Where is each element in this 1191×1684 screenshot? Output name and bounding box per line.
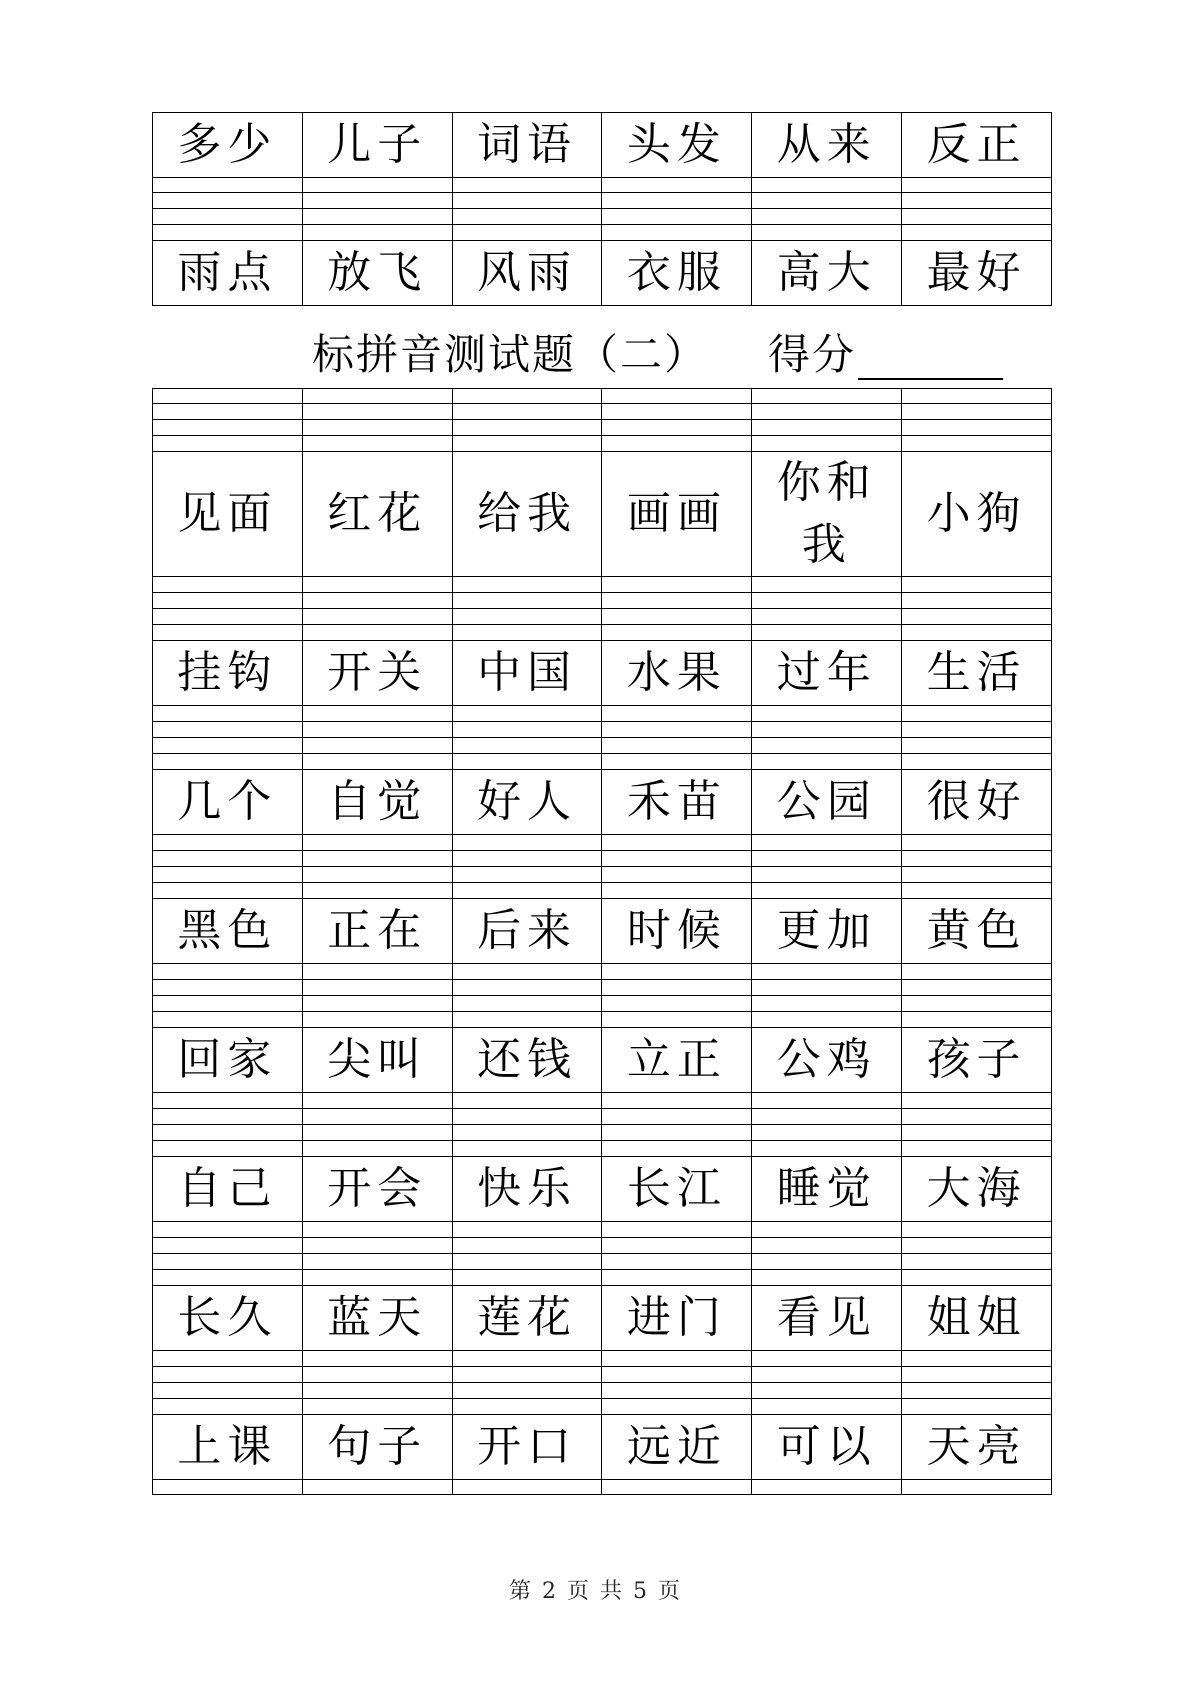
word-cell: 正在 [302, 899, 452, 964]
pinyin-line [153, 738, 1052, 754]
pinyin-line [153, 1254, 1052, 1270]
word-cell: 很好 [902, 770, 1052, 835]
word-row [153, 1415, 1052, 1480]
word-cell: 大海 [902, 1157, 1052, 1222]
pinyin-line [153, 835, 1052, 851]
pinyin-line [153, 1125, 1052, 1141]
pinyin-line [153, 1351, 1052, 1367]
pinyin-line [153, 1093, 1052, 1109]
word-cell: 放飞 [302, 241, 452, 306]
word-row [153, 113, 1052, 178]
pinyin-line [153, 996, 1052, 1012]
word-cell: 风雨 [452, 241, 602, 306]
pinyin-line [153, 1141, 1052, 1157]
word-cell: 快乐 [452, 1157, 602, 1222]
word-cell: 睡觉 [752, 1157, 902, 1222]
score-label: 得分 [768, 330, 857, 379]
pinyin-line [153, 964, 1052, 980]
word-cell: 开会 [302, 1157, 452, 1222]
word-cell: 开关 [302, 641, 452, 706]
current-page-number: 2 [542, 1579, 558, 1604]
word-row [153, 452, 1052, 577]
word-cell: 水果 [602, 641, 752, 706]
score-blank[interactable] [858, 342, 1003, 380]
pinyin-line [153, 193, 1052, 209]
word-cell: 自觉 [302, 770, 452, 835]
pinyin-line [153, 389, 1052, 404]
page-label-suffix: 页 [658, 1579, 683, 1604]
pinyin-line [153, 577, 1052, 593]
top-word-table [152, 112, 1052, 306]
word-row [153, 770, 1052, 835]
test-title: 标拼音测试题（二） [312, 330, 709, 379]
word-cell: 蓝天 [302, 1286, 452, 1351]
word-row [153, 1028, 1052, 1093]
word-cell: 还钱 [452, 1028, 602, 1093]
word-cell: 开口 [452, 1415, 602, 1480]
word-cell: 长久 [153, 1286, 303, 1351]
total-pages-number: 5 [633, 1579, 649, 1604]
word-cell: 后来 [452, 899, 602, 964]
pinyin-line [153, 1383, 1052, 1399]
word-cell: 词语 [452, 113, 602, 178]
word-cell: 给我 [452, 452, 602, 577]
word-cell: 挂钩 [153, 641, 303, 706]
pinyin-line [153, 1222, 1052, 1238]
word-cell: 自己 [153, 1157, 303, 1222]
word-row [153, 641, 1052, 706]
pinyin-line [153, 625, 1052, 641]
word-cell: 见面 [153, 452, 303, 577]
word-cell: 上课 [153, 1415, 303, 1480]
word-cell [752, 452, 902, 577]
word-cell: 最好 [902, 241, 1052, 306]
pinyin-line [153, 1238, 1052, 1254]
word-cell: 莲花 [452, 1286, 602, 1351]
pinyin-line [153, 980, 1052, 996]
word-cell: 可以 [752, 1415, 902, 1480]
pinyin-line [153, 178, 1052, 193]
section-heading [312, 330, 1003, 380]
word-cell: 小狗 [902, 452, 1052, 577]
pinyin-line [153, 209, 1052, 225]
word-cell: 几个 [153, 770, 303, 835]
word-cell: 好人 [452, 770, 602, 835]
page-footer [0, 1574, 1191, 1605]
word-cell: 进门 [602, 1286, 752, 1351]
pinyin-line [153, 404, 1052, 420]
pinyin-line [153, 706, 1052, 722]
word-cell: 天亮 [902, 1415, 1052, 1480]
word-cell: 回家 [153, 1028, 303, 1093]
word-cell: 雨点 [153, 241, 303, 306]
pinyin-line [153, 1109, 1052, 1125]
word-row [153, 241, 1052, 306]
word-cell: 衣服 [602, 241, 752, 306]
pinyin-line [153, 883, 1052, 899]
word-row [153, 899, 1052, 964]
word-cell: 尖叫 [302, 1028, 452, 1093]
word-cell: 句子 [302, 1415, 452, 1480]
page-label-prefix: 第 [508, 1579, 533, 1604]
word-cell: 过年 [752, 641, 902, 706]
page-label-mid: 页 共 [567, 1579, 624, 1604]
word-cell: 禾苗 [602, 770, 752, 835]
pinyin-line [153, 754, 1052, 770]
pinyin-line [153, 1480, 1052, 1495]
pinyin-line [153, 420, 1052, 436]
wrapped-word: 你和我 [776, 457, 877, 570]
word-cell: 公园 [752, 770, 902, 835]
pinyin-line [153, 1012, 1052, 1028]
word-cell: 立正 [602, 1028, 752, 1093]
word-cell: 多少 [153, 113, 303, 178]
word-cell: 红花 [302, 452, 452, 577]
word-cell: 高大 [752, 241, 902, 306]
pinyin-line [153, 851, 1052, 867]
word-cell: 黑色 [153, 899, 303, 964]
word-cell: 从来 [752, 113, 902, 178]
word-cell: 更加 [752, 899, 902, 964]
word-cell: 看见 [752, 1286, 902, 1351]
pinyin-line [153, 436, 1052, 452]
word-cell: 头发 [602, 113, 752, 178]
pinyin-line [153, 722, 1052, 738]
pinyin-line [153, 1367, 1052, 1383]
word-cell: 时候 [602, 899, 752, 964]
word-cell: 画画 [602, 452, 752, 577]
word-cell: 姐姐 [902, 1286, 1052, 1351]
word-row [153, 1286, 1052, 1351]
word-cell: 孩子 [902, 1028, 1052, 1093]
pinyin-line [153, 593, 1052, 609]
pinyin-line [153, 1270, 1052, 1286]
word-cell: 中国 [452, 641, 602, 706]
word-cell: 长江 [602, 1157, 752, 1222]
word-cell: 生活 [902, 641, 1052, 706]
word-cell: 远近 [602, 1415, 752, 1480]
word-cell: 儿子 [302, 113, 452, 178]
word-cell: 公鸡 [752, 1028, 902, 1093]
pinyin-line [153, 867, 1052, 883]
main-word-table [152, 388, 1052, 1495]
word-cell: 黄色 [902, 899, 1052, 964]
pinyin-line [153, 225, 1052, 241]
word-cell: 反正 [902, 113, 1052, 178]
word-row [153, 1157, 1052, 1222]
pinyin-line [153, 1399, 1052, 1415]
pinyin-line [153, 609, 1052, 625]
